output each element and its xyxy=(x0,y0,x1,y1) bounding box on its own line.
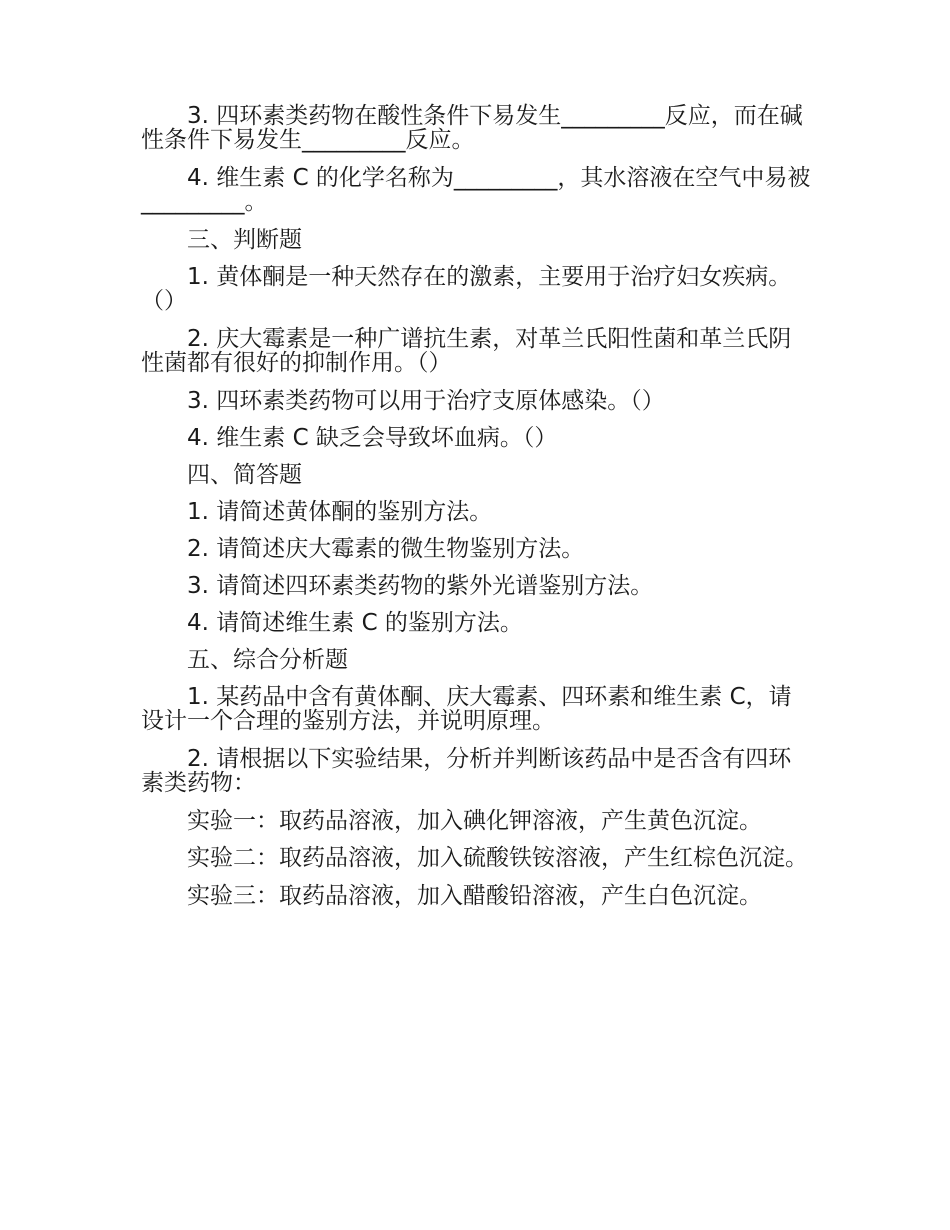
experiment-1: 实验一：取药品溶液，加入碘化钾溶液，产生黄色沉淀。 xyxy=(187,808,762,834)
short-answer-question-1: 1. 请简述黄体酮的鉴别方法。 xyxy=(187,499,493,525)
short-answer-question-4: 4. 请简述维生素 C 的鉴别方法。 xyxy=(187,610,523,636)
section-heading-true-false: 三、判断题 xyxy=(187,227,302,253)
section-heading-comprehensive: 五、综合分析题 xyxy=(187,647,348,673)
true-false-question-3: 3. 四环素类药物可以用于治疗支原体感染。（） xyxy=(187,388,665,414)
section-heading-short-answer: 四、简答题 xyxy=(187,462,302,488)
experiment-2: 实验二：取药品溶液，加入硫酸铁铵溶液，产生红棕色沉淀。 xyxy=(187,845,808,871)
comprehensive-question-1: 1. 某药品中含有黄体酮、庆大霉素、四环素和维生素 C，请设计一个合理的鉴别方法，并说明原理。 xyxy=(141,684,792,734)
short-answer-question-2: 2. 请简述庆大霉素的微生物鉴别方法。 xyxy=(187,536,585,562)
true-false-question-2: 2. 庆大霉素是一种广谱抗生素，对革兰氏阳性菌和革兰氏阴性菌都有很好的抑制作用。（） xyxy=(141,326,792,376)
document-body xyxy=(141,104,813,921)
true-false-question-1: 1. 黄体酮是一种天然存在的激素，主要用于治疗妇女疾病。（） xyxy=(141,264,792,314)
comprehensive-question-2: 2. 请根据以下实验结果，分析并判断该药品中是否含有四环素类药物： xyxy=(141,746,792,796)
fill-blank-question-3: 3. 四环素类药物在酸性条件下易发生_________反应，而在碱性条件下易发生_________反应。 xyxy=(141,103,803,153)
short-answer-question-3: 3. 请简述四环素类药物的紫外光谱鉴别方法。 xyxy=(187,573,654,599)
experiment-3: 实验三：取药品溶液，加入醋酸铅溶液，产生白色沉淀。 xyxy=(187,883,762,909)
true-false-question-4: 4. 维生素 C 缺乏会导致坏血病。（） xyxy=(187,425,558,451)
fill-blank-question-4: 4. 维生素 C 的化学名称为_________，其水溶液在空气中易被_________。 xyxy=(141,165,811,215)
